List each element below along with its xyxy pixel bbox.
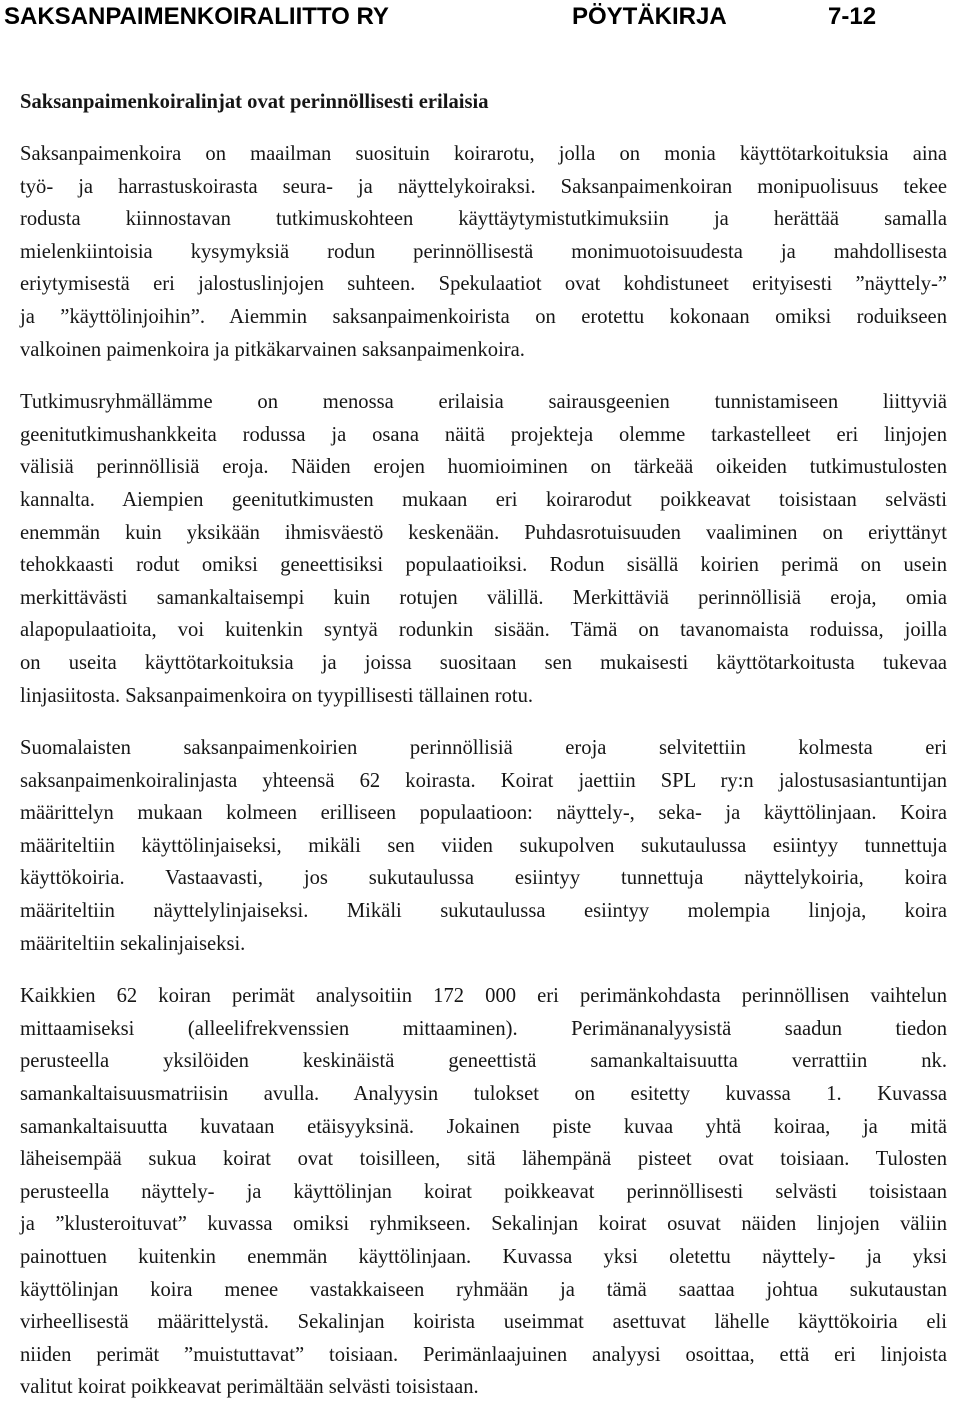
text-line: Tutkimusryhmällämme on menossa erilaisia sairausgeenien tunnistamiseen liittyviä bbox=[20, 391, 947, 414]
text-line: Suomalaisten saksanpaimenkoirien perinnöllisiä eroja selvitettiin kolmesta eri bbox=[20, 737, 947, 760]
text-line: perusteella yksilöiden keskinäistä geneettistä samankaltaisuutta verrattiin nk. bbox=[20, 1050, 947, 1073]
text-line: Saksanpaimenkoira on maailman suosituin koirarotu, jolla on monia käyttötarkoituksia aina bbox=[20, 143, 947, 165]
text-line: geenitutkimushankkeita rodussa ja osana näitä projekteja olemme tarkastelleet eri linjojen bbox=[20, 423, 947, 446]
organization-name: SAKSANPAIMENKOIRALIITTO RY bbox=[4, 3, 389, 30]
text-line: eriytymisestä eri jalostuslinjojen suhteen. Spekulaatiot ovat kohdistuneet erityisesti ”näyttely-” bbox=[20, 273, 947, 296]
text-line: on useita käyttötarkoituksia ja joissa suositaan sen mukaisesti käyttötarkoitusta tukevaa bbox=[20, 651, 947, 674]
text-line: käyttökoiria. Vastaavasti, jos sukutaulussa esiintyy tunnettuja näyttelykoiria, koira bbox=[20, 867, 947, 890]
text-line: painottuen kuitenkin enemmän käyttölinjaan. Kuvassa yksi oletettu näyttely- ja yksi bbox=[20, 1246, 947, 1268]
text-line: kannalta. Aiempien geenitutkimusten mukaan eri koirarodut poikkeavat toisistaan selvästi bbox=[20, 488, 947, 511]
text-line: valkoinen paimenkoira ja pitkäkarvainen saksanpaimenkoira. bbox=[20, 338, 525, 361]
section-heading: Saksanpaimenkoiralinjat ovat perinnöllisesti erilaisia bbox=[20, 91, 489, 113]
text-line: ja ”käyttölinjoihin”. Aiemmin saksanpaimenkoirista on erotettu kokonaan omiksi roduikseen bbox=[20, 305, 947, 328]
text-line: tehokkaasti rodut omiksi geneettisiksi populaatioiksi. Rodun sisällä koirien perimä on usein bbox=[20, 554, 947, 577]
text-line: valitut koirat poikkeavat perimältään selvästi toisistaan. bbox=[20, 1376, 479, 1399]
text-line: alapopulaatioita, voi kuitenkin syntyä rodunkin sisään. Tämä on tavanomaista roduissa, joilla bbox=[20, 619, 947, 642]
text-line: niiden perimät ”muistuttavat” toisiaan. Perimänlaajuinen analyysi osoittaa, että eri linjoista bbox=[20, 1343, 947, 1366]
text-line: merkittävästi samankaltaisempi kuin rotujen välillä. Merkittäviä perinnöllisiä eroja, omia bbox=[20, 586, 947, 609]
text-line: enemmän kuin yksikään ihmisväestö keskenään. Puhdasrotuisuuden vaaliminen on eriyttänyt bbox=[20, 521, 947, 544]
page-header bbox=[0, 0, 960, 40]
text-line: perusteella näyttely- ja käyttölinjan koirat poikkeavat perinnöllisesti selvästi toisistaan bbox=[20, 1180, 947, 1203]
text-line: läheisempää sukua koirat ovat toisilleen, sitä lähempänä pisteet ovat toisiaan. Tulosten bbox=[20, 1148, 947, 1171]
text-line: saksanpaimenkoiralinjasta yhteensä 62 koirasta. Koirat jaettiin SPL ry:n jalostusasiantuntijan bbox=[20, 769, 947, 792]
text-line: määriteltiin näyttelylinjaiseksi. Mikäli sukutaulussa esiintyy molempia linjoja, koira bbox=[20, 900, 947, 923]
text-line: samankaltaisuusmatriisin avulla. Analyysin tulokset on esitetty kuvassa 1. Kuvassa bbox=[20, 1083, 947, 1106]
text-line: linjasiitosta. Saksanpaimenkoira on tyypillisesti tällainen rotu. bbox=[20, 684, 534, 707]
page-number: 7-12 bbox=[828, 3, 877, 30]
text-line: mielenkiintoisia kysymyksiä rodun perinnöllisestä monimuotoisuudesta ja mahdollisesta bbox=[20, 240, 947, 263]
text-line: rodusta kiinnostavan tutkimuskohteen käyttäytymistutkimuksiin ja herättää samalla bbox=[20, 208, 947, 231]
paragraph-4 bbox=[20, 980, 947, 1404]
text-line: työ- ja harrastuskoirasta seura- ja näyttelykoiraksi. Saksanpaimenkoiran monipuolisuus tekee bbox=[20, 175, 947, 198]
text-line: käyttölinjan koira menee vastakkaiseen ryhmään ja tämä saattaa johtua sukutaustan bbox=[20, 1278, 947, 1301]
document-body bbox=[20, 86, 947, 1424]
paragraph-3 bbox=[20, 732, 947, 960]
text-line: määriteltiin sekalinjaiseksi. bbox=[20, 932, 246, 955]
text-line: ja ”klusteroituvat” kuvassa omiksi ryhmikseen. Sekalinjan koirat osuvat näiden linjojen väliin bbox=[20, 1213, 947, 1236]
text-line: samankaltaisuutta kuvataan etäisyyksinä. Jokainen piste kuvaa yhtä koiraa, ja mitä bbox=[20, 1115, 947, 1138]
text-line: määrittelyn mukaan kolmeen erilliseen populaatioon: näyttely-, seka- ja käyttölinjaan. Koira bbox=[20, 802, 947, 825]
document-type: PÖYTÄKIRJA bbox=[572, 3, 727, 30]
text-line: Kaikkien 62 koiran perimät analysoitiin 172 000 eri perimänkohdasta perinnöllisen vaihtelun bbox=[20, 985, 947, 1008]
text-line: virheellisestä määrittelystä. Sekalinjan koirista useimmat asettuvat lähelle käyttökoiria eli bbox=[20, 1311, 947, 1334]
paragraph-2 bbox=[20, 386, 947, 712]
text-line: määriteltiin käyttölinjaiseksi, mikäli sen viiden sukupolven sukutaulussa esiintyy tunnettuja bbox=[20, 834, 947, 857]
text-line: välisiä perinnöllisiä eroja. Näiden erojen huomioiminen on tärkeää oikeiden tutkimustulosten bbox=[20, 456, 947, 479]
text-line: mittaamiseksi (alleelifrekvenssien mittaaminen). Perimänanalyysistä saadun tiedon bbox=[20, 1017, 947, 1040]
paragraph-1 bbox=[20, 138, 947, 366]
